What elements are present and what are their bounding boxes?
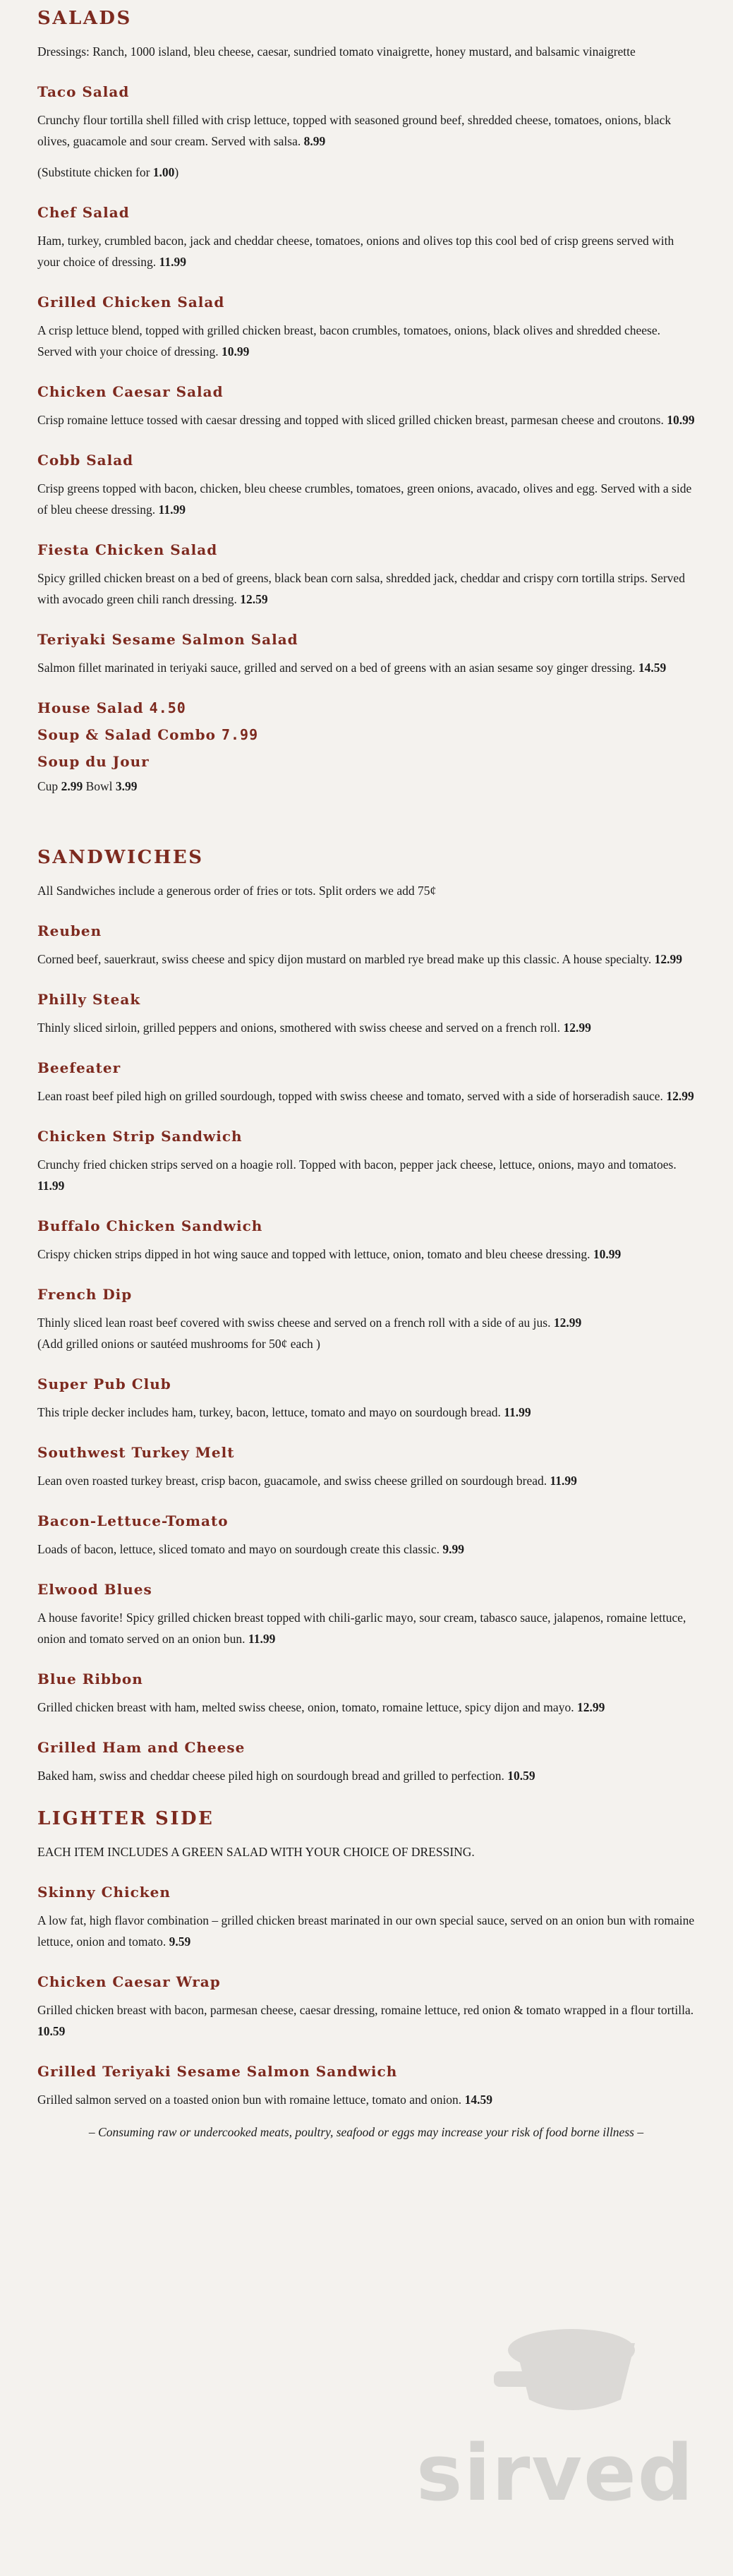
menu-item-chicken-caesar-wrap	[37, 1970, 695, 2042]
item-price: 4.50	[149, 699, 186, 716]
substitute-suffix: )	[174, 165, 179, 179]
item-name: Southwest Turkey Melt	[37, 1444, 235, 1461]
substitute-text: (Substitute chicken for	[37, 165, 150, 179]
item-name: Soup du Jour	[37, 753, 150, 770]
lighter-intro: EACH ITEM INCLUDES A GREEN SALAD WITH YOUR CHOICE OF DRESSING.	[37, 1845, 475, 1859]
menu-item-grilled-ham-and-cheese	[37, 1736, 695, 1786]
item-price: 12.99	[666, 1089, 694, 1103]
item-name: French Dip	[37, 1286, 133, 1303]
menu-item-southwest-turkey-melt	[37, 1441, 695, 1491]
menu-item-house-salad	[37, 697, 695, 719]
item-name: Elwood Blues	[37, 1581, 152, 1598]
item-price: 11.99	[248, 1632, 276, 1646]
item-name: Taco Salad	[37, 83, 130, 100]
item-desc	[37, 109, 695, 152]
item-name: Buffalo Chicken Sandwich	[37, 1217, 263, 1234]
menu-item-skinny-chicken	[37, 1881, 695, 1952]
item-price: 12.99	[576, 1700, 605, 1714]
item-name: Philly Steak	[37, 991, 141, 1008]
item-name: Grilled Ham and Cheese	[37, 1739, 246, 1756]
menu-item-cobb-salad	[37, 449, 695, 520]
menu-item-grilled-teriyaki-salmon-sandwich	[37, 2060, 695, 2110]
item-desc-text: This triple decker includes ham, turkey, bacon, lettuce, tomato and mayo on sourdough bread.	[37, 1405, 501, 1419]
item-desc-text: Grilled chicken breast with ham, melted swiss cheese, onion, tomato, romaine lettuce, spicy dijon and mayo.	[37, 1700, 574, 1714]
menu-item-grilled-chicken-salad	[37, 291, 695, 362]
item-desc	[37, 1999, 695, 2042]
item-price: 10.99	[667, 413, 695, 427]
item-desc-text: Crisp greens topped with bacon, chicken, bleu cheese crumbles, tomatoes, green onions, avacado, olives and egg. Served with a side of bleu cheese dressing.	[37, 481, 692, 517]
food-safety-disclaimer: – Consuming raw or undercooked meats, poultry, seafood or eggs may increase your risk of food borne illness –	[88, 2125, 644, 2139]
item-price: 10.99	[593, 1247, 622, 1261]
item-name: Super Pub Club	[37, 1376, 171, 1392]
item-desc	[37, 567, 695, 610]
menu-item-soup-salad-combo	[37, 723, 695, 746]
item-desc	[37, 1154, 695, 1196]
item-desc-text: Salmon fillet marinated in teriyaki sauce, grilled and served on a bed of greens with an asian sesame soy ginger dressing.	[37, 661, 636, 675]
item-name: Grilled Teriyaki Sesame Salmon Sandwich	[37, 2063, 398, 2080]
menu-item-elwood-blues	[37, 1578, 695, 1649]
item-desc-text: Spicy grilled chicken breast on a bed of greens, black bean corn salsa, shredded jack, cheddar and crispy corn tortilla strips. Served with avocado green chili ranch dressing.	[37, 571, 685, 606]
item-desc-text: Crisp romaine lettuce tossed with caesar dressing and topped with sliced grilled chicken breast, parmesan cheese and croutons.	[37, 413, 664, 427]
menu-item-chicken-caesar-salad	[37, 380, 695, 431]
cup-label: Cup	[37, 779, 59, 793]
item-name-with-price	[37, 697, 695, 719]
item-desc	[37, 657, 695, 678]
item-price: 8.99	[303, 134, 326, 148]
item-desc-text: A low fat, high flavor combination – grilled chicken breast marinated in our own special sauce, served on an onion bun with romaine lettuce, onion and tomato.	[37, 1913, 695, 1949]
item-price: 9.59	[169, 1934, 191, 1949]
item-desc	[37, 1697, 695, 1718]
item-name: Chef Salad	[37, 204, 130, 221]
item-desc-text: Grilled salmon served on a toasted onion bun with romaine lettuce, tomato and onion.	[37, 2093, 462, 2107]
item-name: Skinny Chicken	[37, 1884, 171, 1901]
sirved-watermark: sirved	[416, 2428, 695, 2518]
item-name: House Salad	[37, 699, 144, 716]
item-price: 10.59	[507, 1769, 535, 1783]
item-name: Grilled Chicken Salad	[37, 294, 225, 311]
item-desc-text: Lean roast beef piled high on grilled sourdough, topped with swiss cheese and tomato, served with a side of horseradish sauce.	[37, 1089, 663, 1103]
item-desc-text: Grilled chicken breast with bacon, parmesan cheese, caesar dressing, romaine lettuce, red onion & tomato wrapped in a flour tortilla.	[37, 2003, 694, 2017]
item-name: Cobb Salad	[37, 452, 134, 469]
item-desc	[37, 2089, 695, 2110]
cup-price: 2.99	[61, 779, 83, 793]
item-desc	[37, 1470, 695, 1491]
item-name: Fiesta Chicken Salad	[37, 541, 218, 558]
item-name: Chicken Strip Sandwich	[37, 1128, 243, 1145]
item-desc	[37, 230, 695, 272]
item-price: 10.99	[221, 344, 250, 359]
item-desc-text: Lean oven roasted turkey breast, crisp bacon, guacamole, and swiss cheese grilled on sourdough bread.	[37, 1474, 547, 1488]
menu-item-buffalo-chicken-sandwich	[37, 1215, 695, 1265]
menu-item-teriyaki-sesame-salmon-salad	[37, 628, 695, 678]
item-desc	[37, 409, 695, 431]
item-price: 14.59	[464, 2093, 492, 2107]
item-name-with-price	[37, 723, 695, 746]
item-desc-text: Thinly sliced lean roast beef covered with swiss cheese and served on a french roll with a side of au jus.	[37, 1316, 551, 1330]
menu-item-reuben	[37, 920, 695, 970]
bowl-label: Bowl	[85, 779, 113, 793]
item-desc	[37, 1085, 695, 1107]
salads-dressings: Dressings: Ranch, 1000 island, bleu cheese, caesar, sundried tomato vinaigrette, honey mustard, and balsamic vinaigrette	[37, 44, 636, 59]
menu-item-fiesta-chicken-salad	[37, 538, 695, 610]
item-desc-text: Crispy chicken strips dipped in hot wing sauce and topped with lettuce, onion, tomato and bleu cheese dressing.	[37, 1247, 590, 1261]
sandwiches-intro: All Sandwiches include a generous order of fries or tots. Split orders we add 75¢	[37, 884, 437, 898]
menu-item-beefeater	[37, 1057, 695, 1107]
substitute-price: 1.00	[152, 165, 175, 179]
item-price: 11.99	[550, 1474, 577, 1488]
item-desc	[37, 1017, 695, 1038]
item-price: 9.99	[442, 1542, 465, 1556]
item-price: 11.99	[159, 255, 186, 269]
menu-item-super-pub-club	[37, 1373, 695, 1423]
item-desc	[37, 1539, 695, 1560]
item-price: 11.99	[158, 502, 186, 517]
item-name: Bacon-Lettuce-Tomato	[37, 1512, 229, 1529]
bowl-price: 3.99	[115, 779, 138, 793]
item-name: Reuben	[37, 922, 102, 939]
item-price: 14.59	[638, 661, 667, 675]
item-note: (Add grilled onions or sautéed mushrooms for 50¢ each )	[37, 1337, 320, 1351]
section-title-salads: SALADS	[37, 8, 132, 29]
item-desc	[37, 1244, 695, 1265]
menu-item-chicken-strip-sandwich	[37, 1125, 695, 1196]
item-price: 11.99	[37, 1179, 65, 1193]
item-name: Soup & Salad Combo	[37, 726, 216, 743]
item-price: 12.59	[240, 592, 268, 606]
item-desc	[37, 1765, 695, 1786]
menu-item-chef-salad	[37, 201, 695, 272]
item-desc	[37, 1607, 695, 1649]
section-title-sandwiches: SANDWICHES	[37, 847, 204, 868]
item-desc-text: Crunchy fried chicken strips served on a hoagie roll. Topped with bacon, pepper jack cheese, lettuce, onions, mayo and tomatoes.	[37, 1157, 677, 1172]
item-desc	[37, 1402, 695, 1423]
item-desc-text: A house favorite! Spicy grilled chicken breast topped with chili-garlic mayo, sour cream, tabasco sauce, jalapenos, romaine lettuce, onion and tomato served on an onion bun.	[37, 1611, 686, 1646]
item-name: Teriyaki Sesame Salmon Salad	[37, 631, 298, 648]
menu-item-taco-salad	[37, 80, 695, 152]
item-desc-text: Corned beef, sauerkraut, swiss cheese and spicy dijon mustard on marbled rye bread make up this classic. A house specialty.	[37, 952, 652, 966]
item-price: 11.99	[504, 1405, 531, 1419]
item-name: Beefeater	[37, 1059, 121, 1076]
item-name: Chicken Caesar Wrap	[37, 1973, 221, 1990]
item-desc	[37, 1910, 695, 1952]
item-desc-text: Ham, turkey, crumbled bacon, jack and cheddar cheese, tomatoes, onions and olives top this cool bed of crisp greens served with your choice of dressing.	[37, 234, 674, 269]
item-price: 12.99	[553, 1316, 582, 1330]
menu-item-blt	[37, 1510, 695, 1560]
item-desc	[37, 478, 695, 520]
menu-item-french-dip	[37, 1283, 695, 1354]
item-price: 12.99	[654, 952, 682, 966]
item-desc	[37, 949, 695, 970]
item-name: Chicken Caesar Salad	[37, 383, 224, 400]
item-price: 12.99	[563, 1021, 591, 1035]
section-title-lighter-side: LIGHTER SIDE	[37, 1808, 214, 1829]
soup-prices	[37, 776, 695, 797]
item-desc-text: Loads of bacon, lettuce, sliced tomato and mayo on sourdough create this classic.	[37, 1542, 440, 1556]
item-desc	[37, 1312, 695, 1354]
item-name: Blue Ribbon	[37, 1671, 143, 1687]
item-price: 10.59	[37, 2024, 66, 2038]
menu-item-blue-ribbon	[37, 1668, 695, 1718]
item-price: 7.99	[221, 726, 259, 743]
item-desc-text: Thinly sliced sirloin, grilled peppers and onions, smothered with swiss cheese and served on a french roll.	[37, 1021, 561, 1035]
item-desc	[37, 320, 695, 362]
menu-item-soup-du-jour	[37, 750, 695, 797]
item-desc-text: Baked ham, swiss and cheddar cheese piled high on sourdough bread and grilled to perfection.	[37, 1769, 504, 1783]
menu-item-philly-steak	[37, 988, 695, 1038]
taco-substitute-note	[37, 162, 695, 183]
item-desc-text: A crisp lettuce blend, topped with grilled chicken breast, bacon crumbles, tomatoes, onions, black olives and shredded cheese. Served with your choice of dressing.	[37, 323, 661, 359]
item-desc-text: Crunchy flour tortilla shell filled with crisp lettuce, topped with seasoned ground beef, shredded cheese, tomatoes, onions, black olives, guacamole and sour cream. Served with salsa.	[37, 113, 672, 148]
